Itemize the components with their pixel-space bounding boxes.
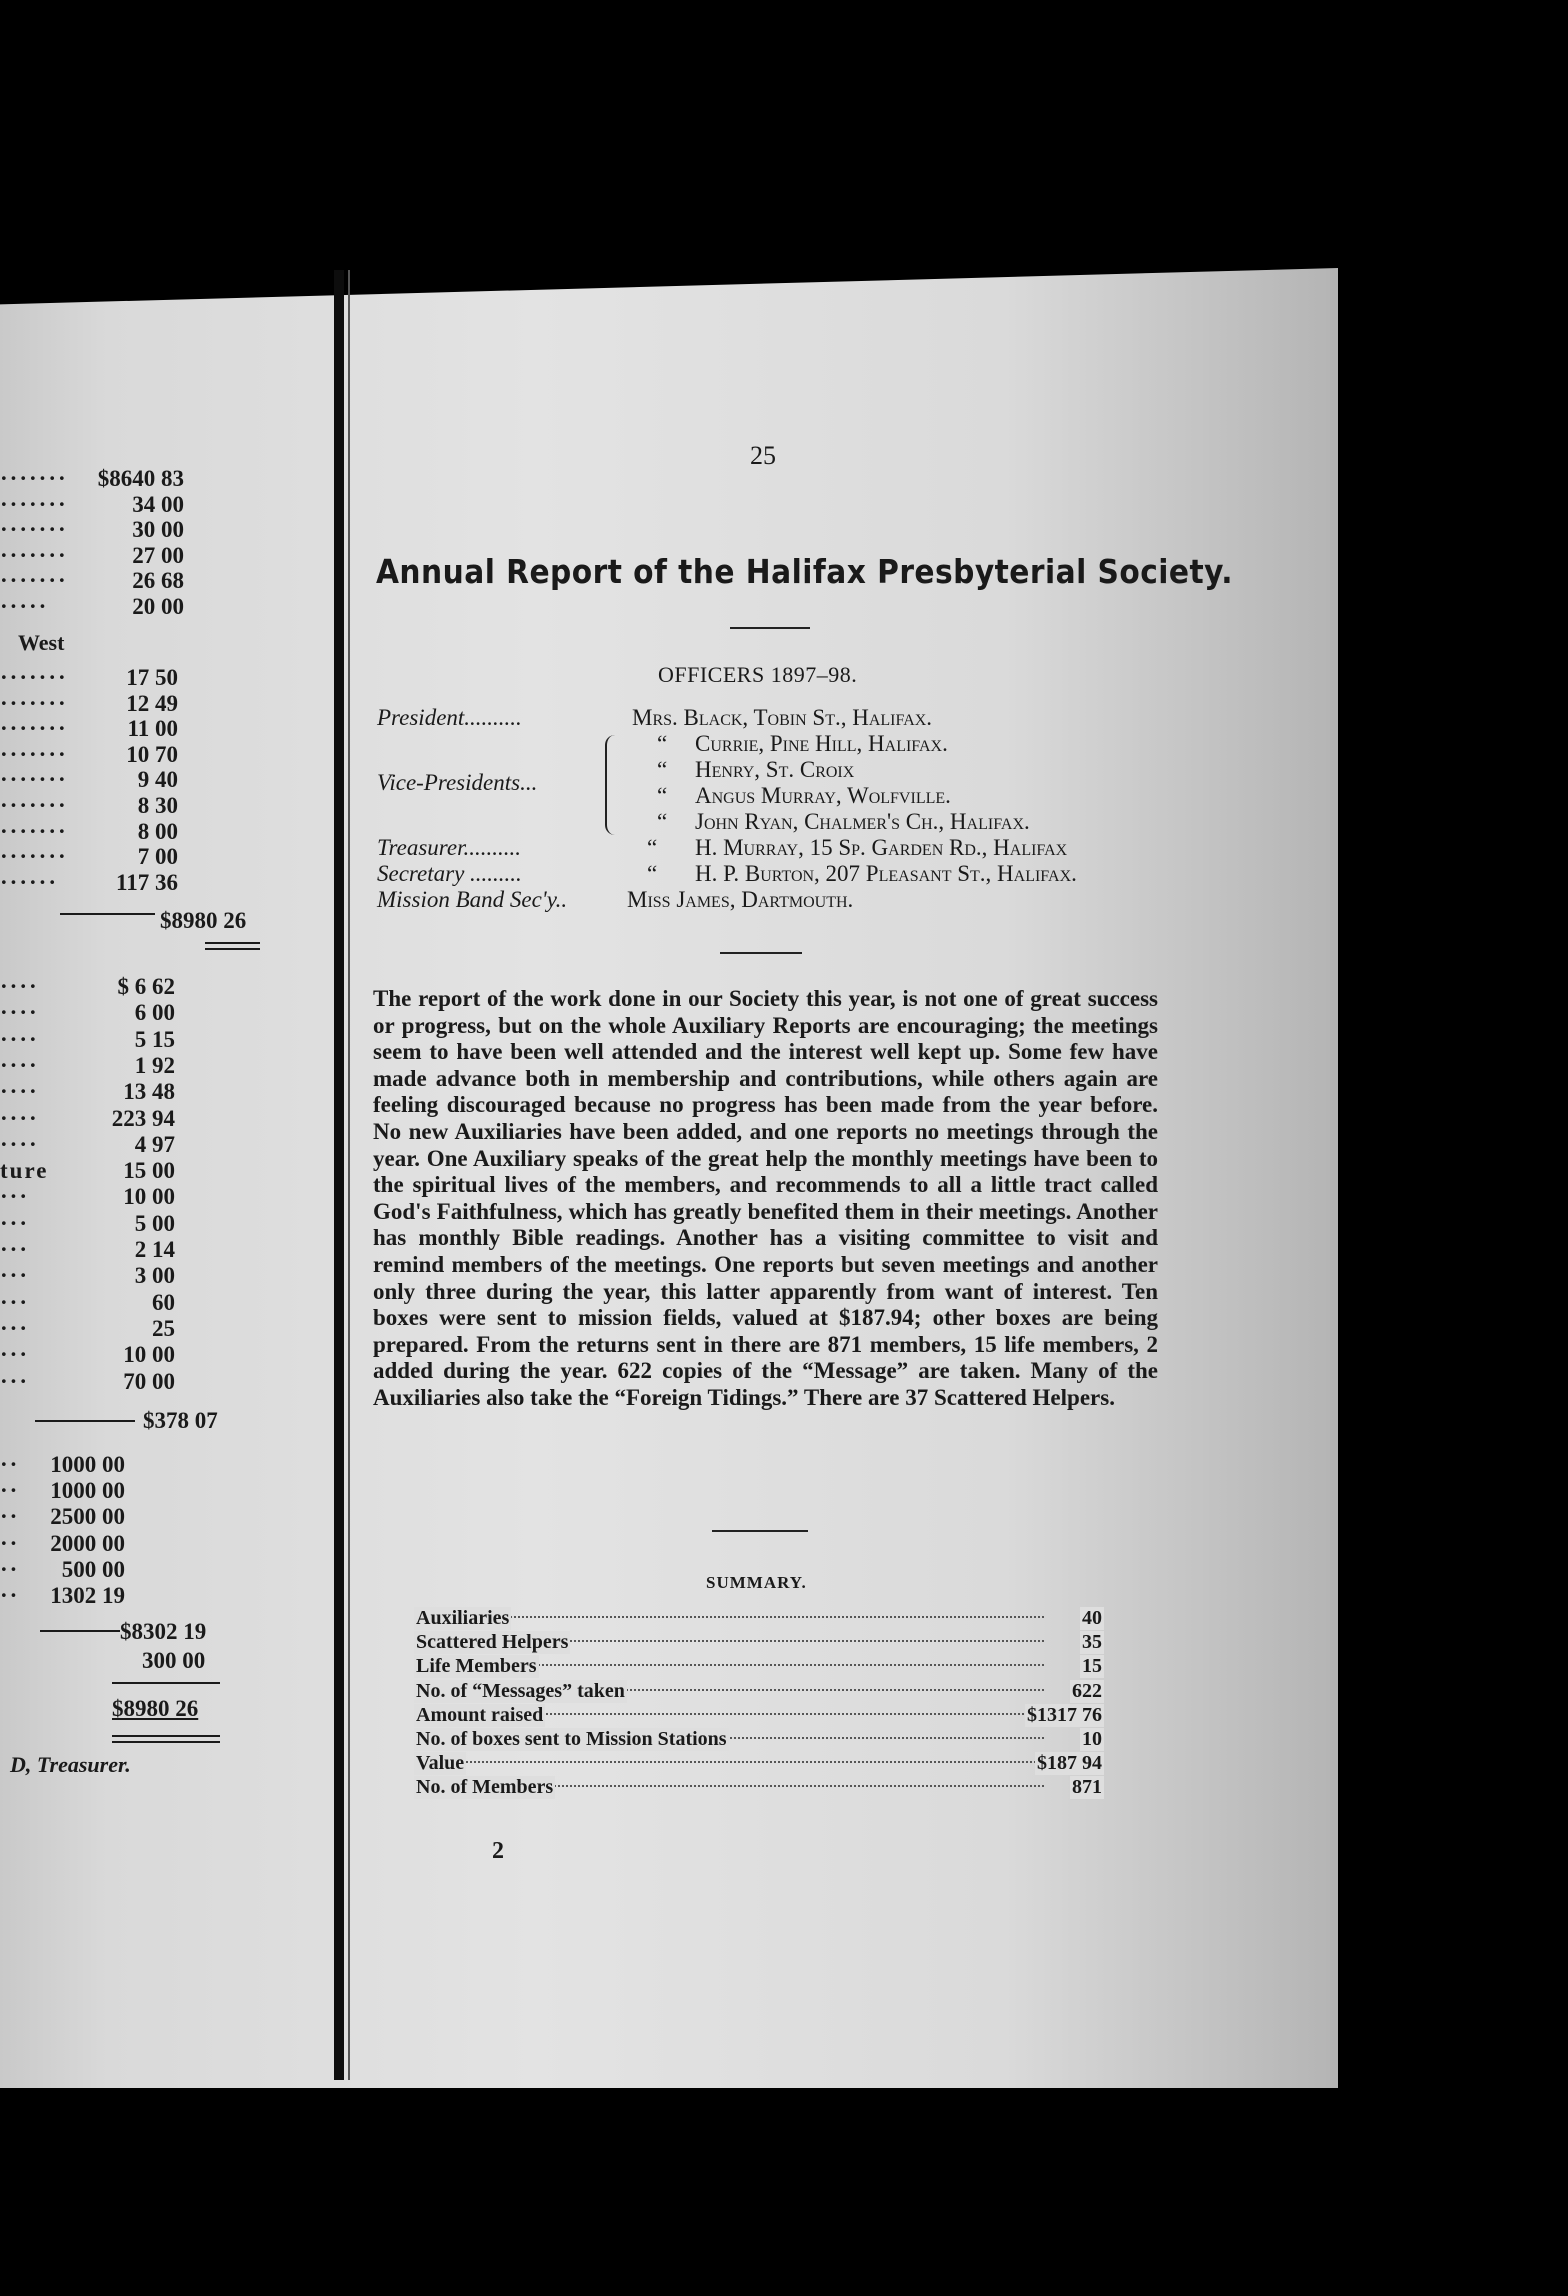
ditto-mark: “	[647, 861, 658, 886]
ditto-mark: “	[657, 757, 668, 782]
ledger-row	[0, 844, 178, 871]
ledger-row-amount: 1302 19	[50, 1583, 125, 1608]
ledger-row-leader: ···	[0, 1342, 30, 1368]
ledger-row-leader: ··	[0, 1583, 20, 1608]
summary-value: 40	[1082, 1607, 1102, 1629]
grand-total-amount: $8980 26	[112, 1696, 199, 1721]
ledger-row-leader: ·······	[0, 568, 68, 594]
summary-row	[414, 1655, 1104, 1679]
ledger-row-amount: 8 30	[137, 793, 178, 818]
book-gutter-shadow	[348, 270, 350, 2080]
ledger-row-amount: 15 00	[123, 1158, 175, 1184]
grand-total-rule-top	[112, 1682, 220, 1684]
total1-amount: $8980 26	[160, 908, 247, 933]
total2-amount: $378 07	[143, 1408, 218, 1433]
ledger-row-amount: 27 00	[132, 542, 184, 568]
subtotal3-rule	[40, 1630, 120, 1632]
ledger-row-amount: 17 50	[126, 665, 178, 690]
ledger-row-leader: ···	[0, 1184, 30, 1210]
ledger-row	[0, 767, 178, 794]
ledger-row	[0, 665, 178, 692]
ledger-row	[0, 492, 184, 519]
ledger-row	[0, 568, 184, 595]
ledger-row-leader: ····	[0, 1131, 39, 1157]
treasurer-signature: D, Treasurer.	[10, 1752, 131, 1777]
ledger-row-leader: ···	[0, 1289, 30, 1315]
ledger-row-leader: ·······	[0, 542, 68, 568]
ledger-row-amount: $ 6 62	[117, 974, 175, 999]
ledger-row-amount: 1 92	[134, 1052, 175, 1078]
ledger-row	[0, 1237, 175, 1264]
ledger-row-amount: 5 15	[134, 1026, 175, 1052]
extra3-amount: 300 00	[142, 1648, 206, 1673]
ledger-row	[0, 819, 178, 846]
ledger-row	[0, 594, 184, 621]
ledger-row-leader: ····	[0, 974, 39, 999]
ledger-row-amount: 9 40	[137, 767, 178, 793]
book-gutter	[334, 270, 344, 2080]
officer-secretary	[377, 861, 1167, 888]
summary-label: Scattered Helpers	[416, 1631, 569, 1654]
summary-label: Amount raised	[416, 1703, 544, 1726]
vp1-name: Currie, Pine Hill, Halifax.	[695, 731, 948, 756]
ledger-row-amount: 25	[152, 1315, 175, 1341]
ledger-row	[0, 1211, 175, 1238]
summary-row	[414, 1607, 1104, 1631]
ledger-row-amount: 26 68	[132, 568, 184, 594]
summary-label: No. of Members	[416, 1776, 554, 1799]
ledger-row	[0, 1369, 175, 1396]
ledger-row-amount: 117 36	[116, 869, 178, 895]
grand-total-rule-bottom	[112, 1735, 220, 1737]
ledger-row-leader: ···	[0, 1315, 30, 1341]
vp4-name: John Ryan, Chalmer's Ch., Halifax.	[695, 809, 1030, 834]
officers-rule	[720, 952, 802, 954]
ledger-row-amount: 11 00	[127, 716, 178, 742]
ledger-row-amount: 13 48	[123, 1079, 175, 1105]
summary-row	[414, 1752, 1104, 1776]
ledger-row	[0, 1000, 175, 1027]
summary-value: 15	[1082, 1655, 1102, 1678]
summary-row	[414, 1728, 1104, 1752]
summary-label: Auxiliaries	[416, 1607, 510, 1629]
left-page	[0, 0, 330, 2296]
title-rule	[730, 627, 810, 629]
secretary-name: H. P. Burton, 207 Pleasant St., Halifax.	[695, 861, 1077, 886]
vp3-name: Angus Murray, Wolfville.	[695, 783, 951, 808]
officer-vp-1	[377, 731, 1167, 758]
ledger-row	[0, 870, 178, 897]
ledger-row	[0, 466, 184, 493]
ledger-row-leader: ···	[0, 1237, 30, 1262]
report-paragraph: The report of the work done in our Society this year, is not one of great success or progress, but on the whole Auxiliary Reports are encouraging; the meetings seem to have been well attended and the interest well kept up. Some few have made advance both in membership and contributions, while others again are feeling discouraged because no progress has been made from the year before. No new Auxiliaries have been added, and one reports no meetings through the year. One Auxiliary speaks of the great help the monthly meetings have been to the spiritual lives of the members, and recommends to all a little tract called God's Faithfulness, which has greatly benefited them in their meetings. Another has monthly Bible readings. Another has a visiting committee to visit and remind members of the meetings. One reports but seven meetings and another only three during the year, this latter apparently from want of interest. Ten boxes were sent to mission fields, valued at $187.94; other boxes are being prepared. From the returns sent in there are 871 members, 15 life members, 2 added during the year. 622 copies of the “Message” are taken. Many of the Auxiliaries also take the “Foreign Tidings.” There are 37 Scattered Helpers.	[373, 986, 1158, 1410]
ledger-row	[0, 1452, 125, 1479]
summary-row	[414, 1776, 1104, 1800]
summary-label: Value	[416, 1752, 465, 1775]
report-title: Annual Report of the Halifax Presbyterial Society.	[376, 552, 1233, 591]
ledger-row-leader: ture	[0, 1158, 49, 1184]
ledger-row-leader: ·······	[0, 793, 68, 818]
ledger-row-amount: 10 70	[126, 741, 178, 767]
summary-row	[414, 1704, 1104, 1728]
ledger-row-leader: ····	[0, 1052, 39, 1078]
summary-value: $187 94	[1037, 1752, 1102, 1775]
ledger-row-amount: 30 00	[132, 517, 184, 543]
treasurer-role: Treasurer..........	[377, 835, 521, 860]
ledger-row-leader: ·······	[0, 741, 68, 767]
officer-president	[377, 705, 1167, 732]
summary-value: 622	[1072, 1679, 1102, 1702]
summary-row	[414, 1680, 1104, 1704]
ledger-row-amount: 20 00	[132, 594, 184, 619]
ledger-row-amount: 7 00	[137, 844, 178, 870]
ledger-row	[0, 1079, 175, 1106]
ledger-row-leader: ·······	[0, 517, 68, 543]
total1-double-rule	[205, 942, 260, 944]
officer-vp-4	[377, 809, 1167, 836]
ledger-row-amount: 8 00	[137, 818, 178, 844]
total1-rule	[60, 913, 155, 915]
officer-vp-3	[377, 783, 1167, 810]
ditto-mark: “	[657, 783, 668, 808]
treasurer-name: H. Murray, 15 Sp. Garden Rd., Halifax	[695, 835, 1068, 860]
ledger-row	[0, 1290, 175, 1317]
ledger-row	[0, 1106, 175, 1133]
ledger-row-amount: 2000 00	[50, 1530, 125, 1556]
grand-total-rule-bottom-2	[112, 1741, 220, 1743]
mission-role: Mission Band Sec'y..	[377, 887, 568, 912]
summary-value: 871	[1072, 1776, 1102, 1799]
ledger-row	[0, 742, 178, 769]
officer-mission-band	[377, 887, 1167, 914]
ledger-row-leader: ·······	[0, 466, 68, 491]
ledger-row-leader: ··	[0, 1504, 20, 1530]
summary-heading: SUMMARY.	[706, 1573, 807, 1592]
total2-rule	[35, 1420, 135, 1422]
ledger-row-leader: ··	[0, 1530, 20, 1556]
ledger-row-leader: ···	[0, 1263, 30, 1289]
ledger-row	[0, 1132, 175, 1159]
ledger-row	[0, 543, 184, 570]
ledger-row-leader: ·······	[0, 665, 68, 690]
ledger-row	[0, 1342, 175, 1369]
summary-value: 35	[1082, 1631, 1102, 1654]
ledger-row	[0, 716, 178, 743]
ledger-row-leader: ·······	[0, 690, 68, 716]
officers-heading: OFFICERS 1897–98.	[658, 662, 858, 687]
ditto-mark: “	[647, 835, 658, 860]
ledger-row-amount: 5 00	[134, 1210, 175, 1236]
ledger-row-amount: 60	[152, 1289, 175, 1315]
ledger-row	[0, 1158, 175, 1185]
ledger-row	[0, 1316, 175, 1343]
ledger-row-leader: ····	[0, 1000, 39, 1026]
ledger-row-leader: ······	[0, 869, 59, 895]
summary-leader	[414, 1761, 1044, 1763]
ledger-row	[0, 974, 175, 1001]
summary-row	[414, 1631, 1104, 1655]
ledger-row-amount: 3 00	[134, 1263, 175, 1289]
vp2-name: Henry, St. Croix	[695, 757, 855, 782]
ledger-row-leader: ·······	[0, 844, 68, 870]
summary-label: No. of “Messages” taken	[416, 1679, 625, 1702]
ledger-row-amount: 2 14	[134, 1237, 175, 1262]
officer-treasurer	[377, 835, 1167, 862]
west-word: West	[18, 630, 65, 655]
ledger-row-leader: ··	[0, 1478, 20, 1504]
ledger-row-amount: 223 94	[111, 1105, 175, 1131]
ledger-row	[0, 793, 178, 820]
summary-rule	[712, 1530, 808, 1532]
ledger-row-leader: ·······	[0, 818, 68, 844]
ledger-row-amount: 6 00	[134, 1000, 175, 1026]
signature-mark: 2	[492, 1838, 504, 1864]
ledger-row-leader: ·······	[0, 491, 68, 517]
ledger-row	[0, 1504, 125, 1531]
summary-value: $1317 76	[1027, 1703, 1102, 1726]
subtotal3-amount: $8302 19	[120, 1619, 207, 1644]
ledger-row-amount: 1000 00	[50, 1478, 125, 1504]
ledger-row	[0, 1557, 125, 1584]
president-name: Mrs. Black, Tobin St., Halifax.	[632, 705, 933, 730]
ledger-row-leader: ·····	[0, 594, 49, 619]
ledger-row-leader: ····	[0, 1026, 39, 1052]
page-number: 25	[750, 441, 776, 470]
secretary-role: Secretary .........	[377, 861, 522, 886]
ledger-row-leader: ·······	[0, 767, 68, 793]
ledger-row-amount: $8640 83	[97, 466, 184, 491]
vp-role: Vice-Presidents...	[377, 770, 538, 795]
summary-label: Life Members	[416, 1655, 537, 1678]
ledger-row-amount: 12 49	[126, 690, 178, 716]
ledger-row-amount: 10 00	[123, 1184, 175, 1210]
ledger-row-leader: ··	[0, 1452, 20, 1477]
ledger-row	[0, 1531, 125, 1558]
total1-double-rule-2	[205, 948, 260, 950]
ditto-mark: “	[657, 809, 668, 834]
president-role: President..........	[377, 705, 522, 730]
ledger-row	[0, 1184, 175, 1211]
ledger-row-amount: 4 97	[134, 1131, 175, 1157]
ledger-row-leader: ·······	[0, 716, 68, 742]
ledger-row-amount: 500 00	[61, 1556, 125, 1582]
ledger-row-amount: 10 00	[123, 1342, 175, 1368]
ledger-row	[0, 517, 184, 544]
ledger-row	[0, 1263, 175, 1290]
ledger-row	[0, 1478, 125, 1505]
ledger-row-amount: 2500 00	[50, 1504, 125, 1530]
ledger-row-leader: ···	[0, 1368, 30, 1394]
ledger-row-amount: 34 00	[132, 491, 184, 517]
ledger-row	[0, 691, 178, 718]
ditto-mark: “	[657, 731, 668, 756]
ledger-row	[0, 1583, 125, 1610]
ledger-row-leader: ····	[0, 1079, 39, 1105]
summary-value: 10	[1082, 1728, 1102, 1750]
ledger-row	[0, 1053, 175, 1080]
ledger-row	[0, 1027, 175, 1054]
ledger-row-leader: ··	[0, 1556, 20, 1582]
mission-name: Miss James, Dartmouth.	[627, 887, 854, 912]
ledger-row-amount: 1000 00	[50, 1452, 125, 1477]
summary-label: No. of boxes sent to Mission Stations	[416, 1728, 727, 1750]
ledger-row-amount: 70 00	[123, 1368, 175, 1394]
ledger-row-leader: ···	[0, 1210, 30, 1236]
ledger-row-leader: ····	[0, 1105, 39, 1131]
